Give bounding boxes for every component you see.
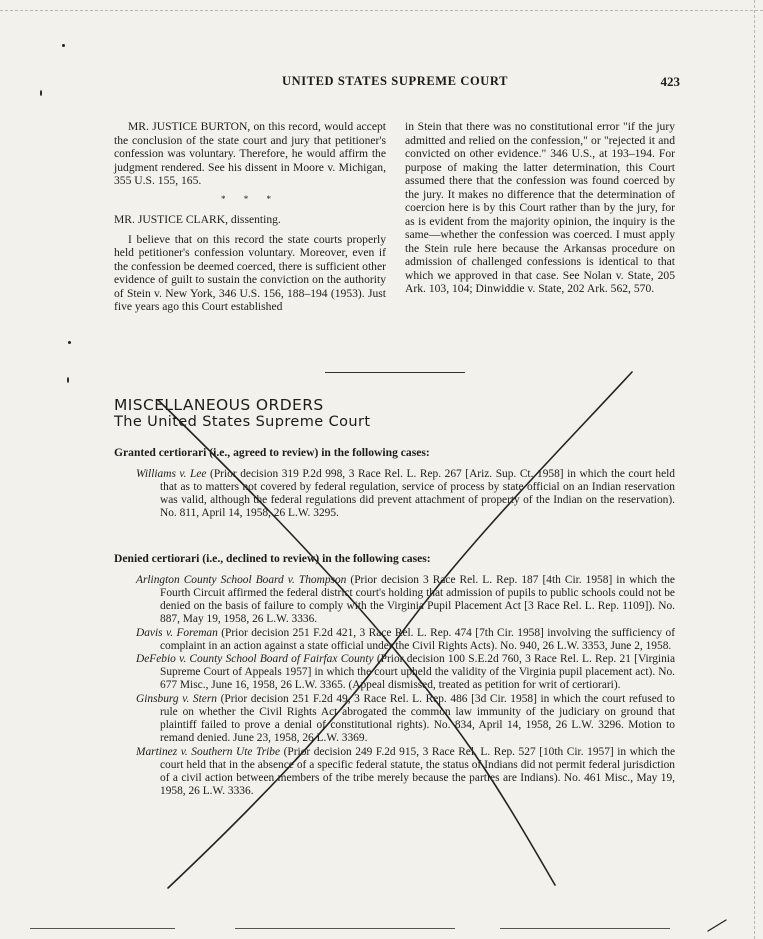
case-name: DeFebio v. County School Board of Fairfax County: [136, 653, 374, 666]
pen-tick-mark: [708, 920, 726, 931]
case-name: Williams v. Lee: [136, 468, 207, 480]
running-head: UNITED STATES SUPREME COURT: [281, 74, 509, 88]
scan-speck: [68, 341, 71, 344]
case-entry: [112, 653, 675, 692]
scan-footer-line: [30, 928, 175, 930]
case-text: (Prior decision 3 Race Rel. L. Rep. 187 [4th Cir. 1958] in which the Fourth Circuit affirmed the federal district court's holding that admission of pupils to public schools could not be denied on the basis of failure to comply with the Virginia Pupil Placement Act [3 Race Rel. L. Rep. 1109]). No. 887, May 19, 1958, 26 L.W. 3336.: [160, 574, 675, 625]
case-text: (Prior decision 249 F.2d 915, 3 Race Rel. L. Rep. 527 [10th Cir. 1957] in which the court held that in the absence of a specific federal statute, the status of Indians did not permit federal jurisdiction of a civil action between members of the tribe merely because the parties are Indians). No. 461 Misc., May 19, 1958, 26 L.W. 3336.: [160, 745, 675, 797]
case-text: (Prior decision 251 F.2d 49, 3 Race Rel. L. Rep. 486 [3d Cir. 1958] in which the court refused to rule on whether the Civil Rights Act abrogated the common law immunity of the judiciary on ground that plaintiff failed to prove a denial of constitutional rights). No. 834, April 14, 1958, 26 L.W. 3296. Motion to remand denied. June 23, 1958, 26 L.W. 3369.: [160, 693, 675, 744]
case-text: (Prior decision 100 S.E.2d 760, 3 Race Rel. L. Rep. 21 [Virginia Supreme Court of Appeals 1957] in which the court upheld the validity of the Virginia pupil placement act). No. 677 Misc., June 16, 1958, 26 L.W. 3365. (Appeal dismissed, treated as petition for writ of certiorari).: [160, 653, 676, 692]
scan-speck: [67, 377, 69, 383]
right-column: [405, 120, 675, 296]
case-text: (Prior decision 251 F.2d 421, 3 Race Rel. L. Rep. 474 [7th Cir. 1958] involving the sufficiency of complaint in an action against a state official under the Civil Rights Acts). No. 940, 26 L.W. 3353, June 2, 1958.: [160, 626, 675, 652]
scan-border-top: [0, 0, 763, 11]
section-divider-rule: [325, 372, 465, 373]
case-name: Arlington County School Board v. Thompson: [136, 574, 347, 586]
clark-dissent-paragraph: I believe that on this record the state courts properly held petitioner's confession voluntary. Moreover, even if the confession be deemed coerced, there is sufficient other evidence of guilt to sustain the conviction on the authority of Stein v. New York, 346 U.S. 156, 188–194 (1953). Just five years ago this Court established: [114, 232, 386, 313]
page-number: 423: [660, 74, 680, 89]
case-text: (Prior decision 319 P.2d 998, 3 Race Rel. L. Rep. 267 [Ariz. Sup. Ct. 1958] in which the court held that as to matters not covered by federal regulation, service of process by state official on an Indian reservation was valid, although the federal regulations did prevent attachment of property of the Indian on the reservation). No. 811, April 14, 1958, 26 L.W. 3295.: [160, 468, 675, 519]
clark-dissent-continuation: in Stein that there was no constitutional error "if the jury admitted and relied on the confession," or "rejected it and convicted on other evidence." 346 U.S., at 193–194. For purpose of making the latter determination, this Court assumed there that the confession was found coerced by the jury. It makes no difference that the determination of coercion here is by this Court rather than by the jury, for as is evident from the majority opinion, the inquiry is the same—whether the confession was coerced. I must apply the Stein rule here because the Arkansas procedure on admission of challenged confessions is identical to that which we approved in that case. See Nolan v. State, 205 Ark. 103, 104; Dinwiddie v. State, 202 Ark. 562, 570.: [405, 120, 675, 295]
burton-paragraph: MR. JUSTICE BURTON, on this record, would accept the conclusion of the state court and jury that petitioner's confession was voluntary. Therefore, he would affirm the judgment rendered. See his dissent in Moore v. Michigan, 355 U.S. 155, 165.: [114, 120, 386, 187]
scan-footer-line: [235, 928, 455, 930]
section-separator-stars: * * *: [221, 193, 279, 204]
case-entry: [112, 468, 675, 520]
scan-speck: [62, 44, 65, 47]
granted-certiorari-heading: Granted certiorari (i.e., agreed to review) in the following cases:: [114, 446, 430, 459]
denied-certiorari-heading: Denied certiorari (i.e., declined to review) in the following cases:: [114, 552, 431, 565]
scan-speck: [40, 90, 42, 96]
case-name: Ginsburg v. Stern: [136, 693, 217, 706]
denied-case-list: [112, 574, 675, 798]
case-entry: [112, 574, 675, 626]
scan-footer-line: [500, 928, 670, 930]
case-entry: [112, 693, 675, 745]
left-column: [114, 120, 386, 314]
page-header: [110, 74, 680, 92]
case-name: Martinez v. Southern Ute Tribe: [136, 745, 281, 758]
misc-orders-title: MISCELLANEOUS ORDERS: [114, 396, 324, 414]
case-name: Davis v. Foreman: [136, 626, 218, 639]
granted-case-list: [112, 468, 675, 521]
misc-orders-subtitle: The United States Supreme Court: [114, 414, 371, 430]
scan-border-right: [754, 0, 763, 939]
case-entry: [112, 746, 675, 798]
case-entry: [112, 627, 675, 653]
clark-dissent-heading: MR. JUSTICE CLARK, dissenting.: [114, 213, 281, 226]
